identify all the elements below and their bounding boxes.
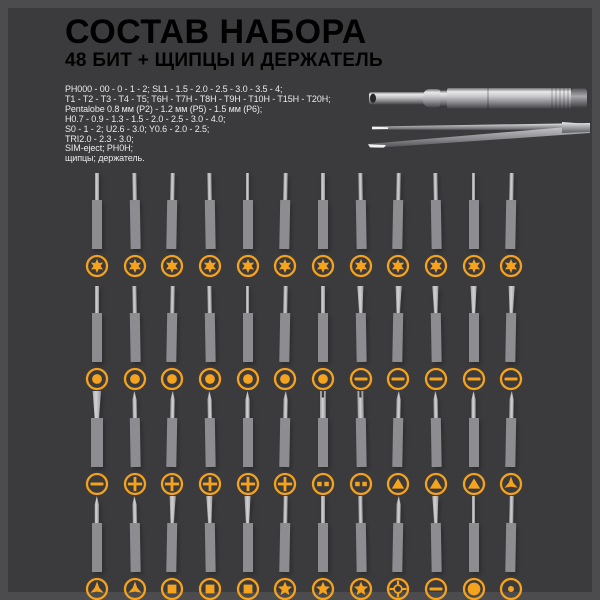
torx-icon <box>160 254 184 278</box>
bit-body <box>129 418 140 467</box>
bit-body <box>505 200 516 249</box>
bit-item-slot <box>417 496 455 600</box>
bit-photo <box>129 286 140 362</box>
square-icon <box>160 577 184 600</box>
bit-body <box>392 418 403 467</box>
bit-tip <box>472 173 476 200</box>
bit-photo <box>129 496 140 572</box>
bit-row-2 <box>78 286 530 391</box>
bit-item-torx <box>153 173 191 278</box>
bit-tip <box>358 496 362 523</box>
bit-body <box>318 313 328 362</box>
bit-item-dot <box>492 496 530 600</box>
bit-body <box>91 418 103 467</box>
bit-body <box>392 200 403 249</box>
bit-tip <box>132 173 136 200</box>
bit-item-torx <box>304 173 342 278</box>
bit-item-slot <box>379 286 417 391</box>
bit-item-y <box>492 391 530 496</box>
bit-photo <box>355 286 366 362</box>
spec-line: SIM-eject; PH0H; <box>65 143 133 154</box>
hex-icon <box>160 367 184 391</box>
bit-item-phillips <box>229 391 267 496</box>
bit-body <box>205 418 216 467</box>
bit-photo <box>392 496 403 572</box>
square-icon <box>236 577 260 600</box>
bit-item-star <box>304 496 342 600</box>
bit-body <box>318 418 328 467</box>
bit-tip <box>394 286 403 313</box>
bit-body <box>469 418 479 467</box>
circle-icon <box>462 577 486 600</box>
u-icon <box>349 472 373 496</box>
slot-icon <box>349 367 373 391</box>
bit-photo <box>166 391 177 467</box>
bit-photo <box>430 391 441 467</box>
slot-icon <box>462 367 486 391</box>
bit-item-torx <box>342 173 380 278</box>
bit-tip <box>246 173 250 200</box>
u-icon <box>311 472 335 496</box>
bit-photo <box>318 496 328 572</box>
bit-body <box>129 313 140 362</box>
bit-body <box>431 313 442 362</box>
bit-photo <box>430 496 441 572</box>
bit-body <box>166 200 177 249</box>
bit-tip <box>245 391 250 418</box>
bit-body <box>166 418 177 467</box>
bit-item-phillips <box>266 391 304 496</box>
bit-photo <box>279 286 290 362</box>
torx-icon <box>349 254 373 278</box>
bit-body <box>92 313 102 362</box>
bit-item-u <box>304 391 342 496</box>
y-icon <box>85 577 109 600</box>
spec-line: T1 - T2 - T3 - T4 - T5; T6H - T7H - T8H - T9H - T10H - T15H - T20H; <box>65 93 331 104</box>
bit-item-y <box>78 496 116 600</box>
tri-icon <box>386 472 410 496</box>
bit-body <box>279 200 290 249</box>
bit-body <box>243 418 253 467</box>
bit-photo <box>91 391 103 467</box>
slot-icon <box>424 577 448 600</box>
bit-tip <box>471 391 476 418</box>
bit-photo <box>355 391 366 467</box>
bit-photo <box>318 391 328 467</box>
bit-photo <box>505 496 516 572</box>
bit-body <box>205 313 216 362</box>
bit-body <box>166 313 177 362</box>
bit-item-phillips <box>191 391 229 496</box>
phillips-icon <box>160 472 184 496</box>
bit-tip <box>472 496 476 523</box>
bit-tip <box>510 173 514 200</box>
bit-item-tri <box>455 391 493 496</box>
bit-photo <box>129 173 140 249</box>
bit-item-hex <box>191 286 229 391</box>
bit-item-hex <box>78 286 116 391</box>
bit-tip <box>356 286 364 313</box>
bit-item-slot <box>417 286 455 391</box>
torx-icon <box>123 254 147 278</box>
bit-body <box>279 313 290 362</box>
bit-item-hex <box>266 286 304 391</box>
bit-body <box>355 313 366 362</box>
spec-line: Pentalobe 0.8 мм (P2) - 1.2 мм (P5) - 1.5 мм (P6); <box>65 103 263 114</box>
bit-photo <box>92 173 102 249</box>
bit-tip <box>205 496 213 523</box>
bit-tip <box>91 391 102 418</box>
bit-body <box>243 200 253 249</box>
bit-photo <box>430 286 441 362</box>
bit-body <box>469 313 479 362</box>
bit-item-torx <box>455 173 493 278</box>
square-icon <box>198 577 222 600</box>
bit-photo <box>243 391 253 467</box>
bit-tip <box>171 286 175 313</box>
slot-icon <box>386 367 410 391</box>
bit-tip <box>244 496 252 523</box>
bit-item-circle <box>455 496 493 600</box>
bit-photo <box>243 286 253 362</box>
bit-item-tri <box>417 391 455 496</box>
bit-body <box>355 200 366 249</box>
bit-tip <box>131 496 136 523</box>
bit-body <box>279 418 290 467</box>
bit-tip <box>433 391 438 418</box>
bit-tip <box>321 173 325 200</box>
bit-tip <box>396 496 402 523</box>
bit-body <box>355 523 366 572</box>
bit-body <box>205 523 216 572</box>
bit-photo <box>392 173 403 249</box>
bit-tip <box>170 391 176 418</box>
bit-tip <box>431 286 439 313</box>
bit-body <box>505 523 516 572</box>
bit-item-tri <box>379 391 417 496</box>
bit-body <box>279 523 290 572</box>
bit-body <box>205 200 216 249</box>
bit-tip <box>357 391 363 418</box>
bit-tip <box>95 286 99 313</box>
bit-body <box>355 418 366 467</box>
bit-photo <box>505 173 516 249</box>
bit-photo <box>469 391 479 467</box>
bit-photo <box>129 391 140 467</box>
bit-photo <box>204 496 215 572</box>
bit-item-torx <box>417 173 455 278</box>
star-icon <box>311 577 335 600</box>
bit-item-u <box>342 391 380 496</box>
bit-photo <box>469 286 479 362</box>
bit-body <box>92 523 102 572</box>
bit-item-torx <box>191 173 229 278</box>
tweezers-image <box>362 118 594 164</box>
bit-body <box>243 313 253 362</box>
bit-body <box>469 523 479 572</box>
hex-icon <box>85 367 109 391</box>
hex-icon <box>123 367 147 391</box>
phillips-icon <box>123 472 147 496</box>
panel-background <box>8 8 592 592</box>
bit-item-slot <box>455 286 493 391</box>
bit-photo <box>505 391 516 467</box>
bit-grid <box>78 173 530 600</box>
bit-tip <box>284 286 288 313</box>
bit-item-slot <box>78 391 116 496</box>
bit-photo <box>243 496 253 572</box>
bit-body <box>431 200 442 249</box>
bit-item-hex <box>116 286 154 391</box>
torx-icon <box>462 254 486 278</box>
bit-item-hex <box>229 286 267 391</box>
bit-item-torx <box>78 173 116 278</box>
bit-body <box>243 523 253 572</box>
bit-spec-list <box>65 85 365 164</box>
bit-photo <box>355 496 366 572</box>
bit-item-hex <box>153 286 191 391</box>
bit-body <box>431 523 442 572</box>
slot-icon <box>85 472 109 496</box>
spec-line: S0 - 1 - 2; U2.6 - 3.0; Y0.6 - 2.0 - 2.5; <box>65 123 210 134</box>
bit-photo <box>204 286 215 362</box>
y-icon <box>499 472 523 496</box>
bit-row-1 <box>78 173 530 278</box>
bit-tip <box>396 391 402 418</box>
bit-item-torx <box>379 173 417 278</box>
page-title: СОСТАВ НАБОРА <box>65 13 367 51</box>
bit-photo <box>92 496 102 572</box>
bit-tip <box>321 286 325 313</box>
torx-icon <box>273 254 297 278</box>
bit-photo <box>92 286 102 362</box>
bit-body <box>392 313 403 362</box>
bit-row-3 <box>78 391 530 496</box>
bit-body <box>129 200 140 249</box>
bit-photo <box>279 496 290 572</box>
star-icon <box>273 577 297 600</box>
bit-item-square <box>191 496 229 600</box>
bit-photo <box>166 496 177 572</box>
bit-item-slot <box>492 286 530 391</box>
bit-item-star <box>266 496 304 600</box>
bit-holder-image <box>368 80 590 118</box>
bit-photo <box>392 391 403 467</box>
phillips-icon <box>273 472 297 496</box>
page-subtitle: 48 БИТ + ЩИПЦЫ И ДЕРЖАТЕЛЬ <box>65 50 383 71</box>
torx-icon <box>499 254 523 278</box>
bit-tip <box>284 496 288 523</box>
bit-item-phillips <box>153 391 191 496</box>
bit-body <box>318 523 328 572</box>
bit-photo <box>505 286 516 362</box>
torx-icon <box>311 254 335 278</box>
bit-photo <box>166 173 177 249</box>
bit-item-torx <box>229 173 267 278</box>
bit-tip <box>94 496 99 523</box>
tri-icon <box>462 472 486 496</box>
spec-line: H0.7 - 0.9 - 1.3 - 1.5 - 2.0 - 2.5 - 3.0 - 4.0; <box>65 113 226 124</box>
tri-icon <box>424 472 448 496</box>
phillips-icon <box>198 472 222 496</box>
dot-icon <box>499 577 523 600</box>
bit-tip <box>207 391 212 418</box>
bit-item-slot <box>342 286 380 391</box>
bit-tip <box>131 391 136 418</box>
bit-tip <box>320 391 326 418</box>
torx-icon <box>424 254 448 278</box>
bit-tip <box>284 173 288 200</box>
bit-item-star <box>342 496 380 600</box>
bit-item-hex <box>304 286 342 391</box>
bit-item-torx <box>266 173 304 278</box>
bit-body <box>505 418 516 467</box>
bit-photo <box>318 286 328 362</box>
bit-body <box>505 313 516 362</box>
hex-icon <box>311 367 335 391</box>
bit-tip <box>470 286 478 313</box>
bit-tip <box>171 173 175 200</box>
hex-icon <box>236 367 260 391</box>
crosshair-icon <box>386 577 410 600</box>
bit-tip <box>358 173 362 200</box>
bit-photo <box>355 173 366 249</box>
bit-photo <box>166 286 177 362</box>
bit-row-4 <box>78 496 530 600</box>
spec-line: TRI2.0 - 2.3 - 3.0; <box>65 133 134 144</box>
bit-tip <box>431 496 439 523</box>
bit-photo <box>279 173 290 249</box>
torx-icon <box>236 254 260 278</box>
bit-tip <box>168 496 177 523</box>
hex-icon <box>198 367 222 391</box>
bit-photo <box>430 173 441 249</box>
bit-item-square <box>153 496 191 600</box>
bit-tip <box>246 286 250 313</box>
bit-tip <box>510 496 514 523</box>
bit-tip <box>207 173 211 200</box>
bit-body <box>92 200 102 249</box>
bit-tip <box>433 173 437 200</box>
bit-tip <box>95 173 99 200</box>
hex-icon <box>273 367 297 391</box>
bit-item-square <box>229 496 267 600</box>
bit-photo <box>469 496 479 572</box>
slot-icon <box>499 367 523 391</box>
bit-photo <box>469 173 479 249</box>
bit-tip <box>321 496 325 523</box>
bit-body <box>129 523 140 572</box>
bit-photo <box>279 391 290 467</box>
bit-item-y <box>116 496 154 600</box>
bit-item-phillips <box>116 391 154 496</box>
bit-photo <box>392 286 403 362</box>
bit-photo <box>204 173 215 249</box>
spec-line: PH000 - 00 - 0 - 1 - 2; SL1 - 1.5 - 2.0 - 2.5 - 3.0 - 3.5 - 4; <box>65 84 283 94</box>
bit-tip <box>283 391 289 418</box>
bit-photo <box>318 173 328 249</box>
bit-body <box>392 523 403 572</box>
y-icon <box>123 577 147 600</box>
bit-body <box>469 200 479 249</box>
torx-icon <box>198 254 222 278</box>
bit-item-crosshair <box>379 496 417 600</box>
bit-photo <box>204 391 215 467</box>
bit-item-torx <box>492 173 530 278</box>
bit-body <box>431 418 442 467</box>
torx-icon <box>85 254 109 278</box>
bit-item-torx <box>116 173 154 278</box>
torx-icon <box>386 254 410 278</box>
bit-body <box>318 200 328 249</box>
bit-tip <box>397 173 401 200</box>
bit-body <box>166 523 177 572</box>
bit-tip <box>507 286 516 313</box>
bit-tip <box>207 286 211 313</box>
slot-icon <box>424 367 448 391</box>
star-icon <box>349 577 373 600</box>
phillips-icon <box>236 472 260 496</box>
spec-line: щипцы; держатель. <box>65 153 145 164</box>
bit-photo <box>243 173 253 249</box>
bit-tip <box>509 391 515 418</box>
bit-tip <box>132 286 136 313</box>
